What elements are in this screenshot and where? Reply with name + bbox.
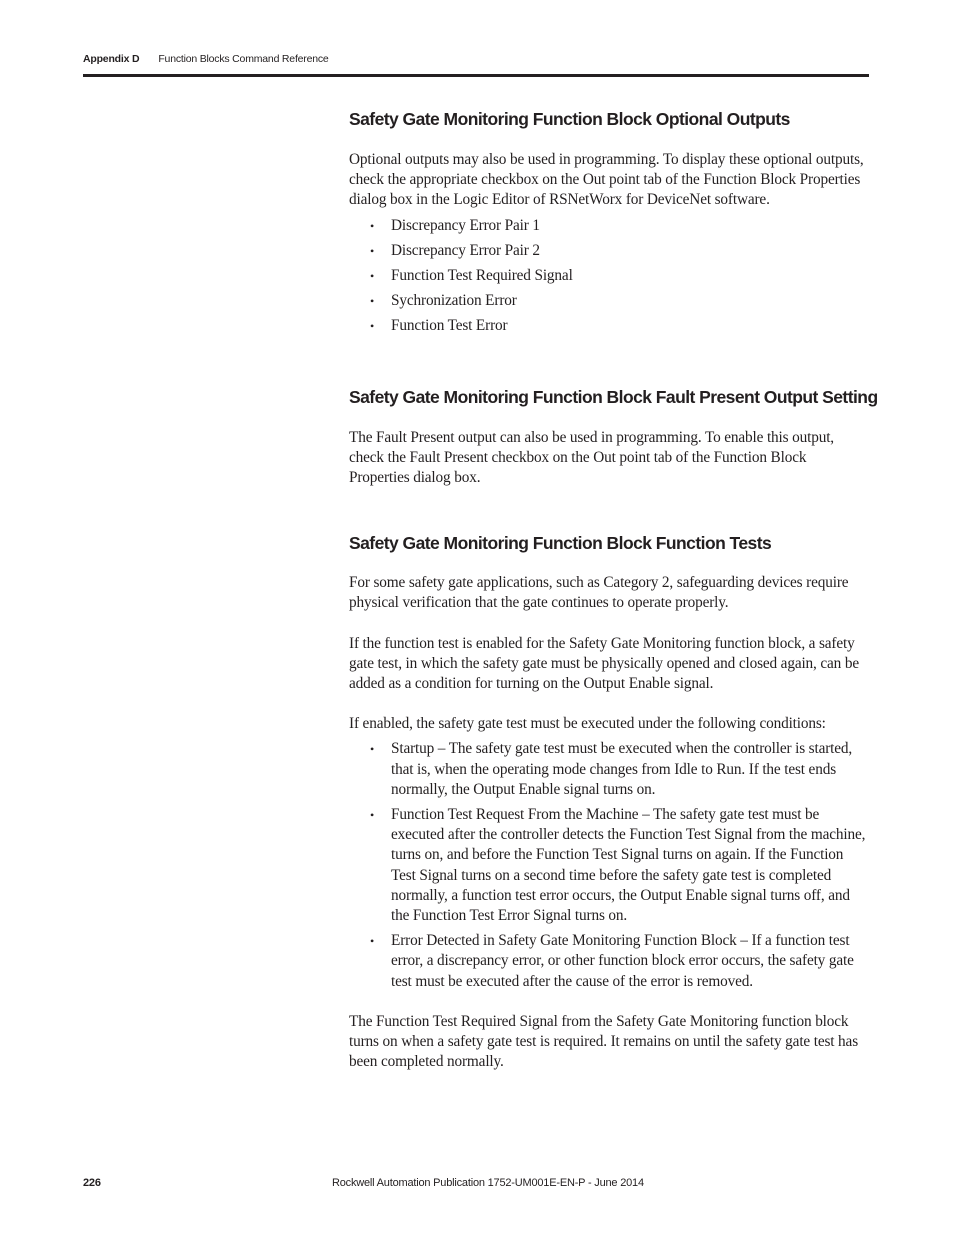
header-rule [83, 74, 869, 77]
list-item: • Discrepancy Error Pair 1 [349, 216, 869, 236]
section-heading-fault-present: Safety Gate Monitoring Function Block Fault Present Output Setting [349, 386, 878, 407]
list-item: • Discrepancy Error Pair 2 [349, 241, 869, 261]
header-section-title: Function Blocks Command Reference [158, 53, 329, 65]
page-number: 226 [83, 1177, 101, 1189]
list-item: • Function Test Error [349, 316, 869, 336]
list-item: • Sychronization Error [349, 291, 869, 311]
paragraph: Optional outputs may also be used in programming. To display these optional outputs, check the appropriate checkbox on the Out point tab of the Function Block Properties dialog box in the Logic Editor of RSNetWorx for DeviceNet software. [349, 151, 864, 209]
paragraph: The Function Test Required Signal from the Safety Gate Monitoring function block turns on when a safety gate test is required. It remains on until the safety gate test has been completed normally. [349, 1012, 858, 1071]
paragraph: If the function test is enabled for the Safety Gate Monitoring function block, a safety gate test, in which the safety gate must be physically opened and closed again, can be added as a condition for turning on the Output Enable signal. [349, 634, 859, 693]
running-header [83, 53, 329, 65]
main-content [349, 104, 878, 1073]
publication-footer: Rockwell Automation Publication 1752-UM001E-EN-P - June 2014 [332, 1177, 644, 1189]
header-appendix-label: Appendix D [83, 53, 140, 65]
list-item: • Function Test Required Signal [349, 266, 869, 286]
bullet-list-optional-outputs [349, 216, 869, 337]
bullet-list-test-conditions [349, 739, 869, 991]
list-item: • Error Detected in Safety Gate Monitoring Function Block – If a function test error, a discrepancy error, or other function block error occurs, the safety gate test must be executed after the cause of the error is removed. [349, 931, 869, 992]
paragraph: The Fault Present output can also be used in programming. To enable this output, check the Fault Present checkbox on the Out point tab of the Function Block Properties dialog box. [349, 428, 834, 487]
section-heading-function-tests: Safety Gate Monitoring Function Block Function Tests [349, 533, 772, 554]
paragraph: If enabled, the safety gate test must be executed under the following conditions: [349, 715, 826, 733]
list-item: • Startup – The safety gate test must be executed when the controller is started, that is, when the operating mode changes from Idle to Run. If the test ends normally, the Output Enable signal turns on. [349, 739, 869, 800]
section-heading-optional-outputs: Safety Gate Monitoring Function Block Optional Outputs [349, 109, 790, 129]
paragraph: For some safety gate applications, such as Category 2, safeguarding devices require physical verification that the gate continues to operate properly. [349, 574, 849, 612]
list-item: • Function Test Request From the Machine – The safety gate test must be executed after the controller detects the Function Test Signal from the machine, turns on, and before the Function Test Signal turns on again. If the Function Test Signal turns on a second time before the safety gate test is completed normally, a function test error occurs, the Output Enable signal turns off, and the Function Test Error Signal turns on. [349, 805, 869, 926]
